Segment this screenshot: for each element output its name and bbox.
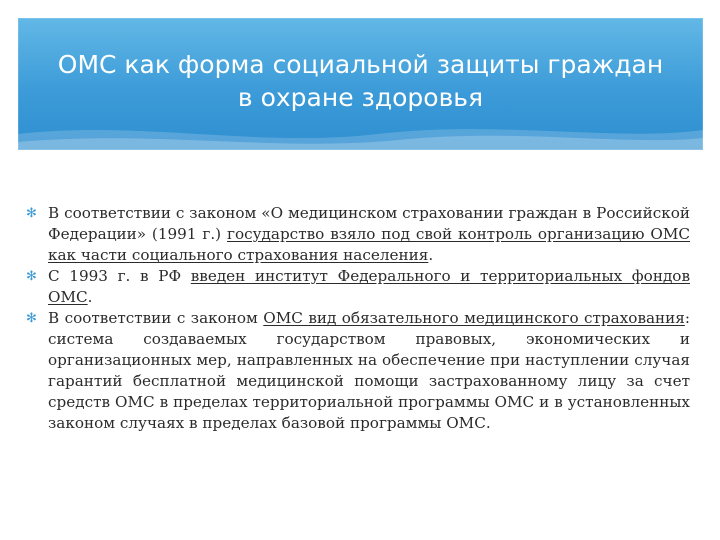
- bullet-item-1: [26, 203, 690, 266]
- bullet-2-underlined-text: введен институт Федерального и территориальных фондов ОМС: [48, 267, 690, 306]
- bullet-1-text: В соответствии с законом «О медицинском страховании граждан в Российской Федерации» (1991 г.): [48, 204, 690, 243]
- slide-title-line-1: ОМС как форма социальной защиты граждан: [57, 50, 664, 79]
- bullet-3-underlined-text: ОМС вид обязательного медицинского страхования: [263, 309, 685, 327]
- bullet-2-text-end: .: [87, 288, 93, 306]
- bullet-2-text: С 1993 г. в РФ: [48, 267, 191, 285]
- bullet-3-text-end: : система создаваемых государством правовых, экономических и организационных мер, направленных на обеспечение при наступлении случая гарантий бесплатной медицинской помощи застрахованному лицу за счет средств ОМС в пределах территориальной программы ОМС и в установленных законом случаях в пределах базовой программы ОМС.: [48, 309, 690, 432]
- asterisk-icon: ✻: [26, 269, 37, 284]
- bullet-item-3: [26, 308, 690, 434]
- bullet-1-underlined-text: государство взяло под свой контроль организацию ОМС как части социального страхования населения: [48, 225, 690, 264]
- bullet-3-text: В соответствии с законом: [48, 309, 264, 327]
- bullet-item-2: [26, 266, 690, 308]
- wave-decoration: [18, 112, 703, 150]
- title-banner: [18, 18, 703, 150]
- slide-body: [26, 203, 690, 434]
- slide-title: [18, 48, 703, 114]
- bullet-list: [26, 203, 690, 434]
- bullet-1-text-end: .: [428, 246, 434, 264]
- slide-title-line-2: в охране здоровья: [237, 83, 484, 112]
- asterisk-icon: ✻: [26, 311, 37, 326]
- asterisk-icon: ✻: [26, 206, 37, 221]
